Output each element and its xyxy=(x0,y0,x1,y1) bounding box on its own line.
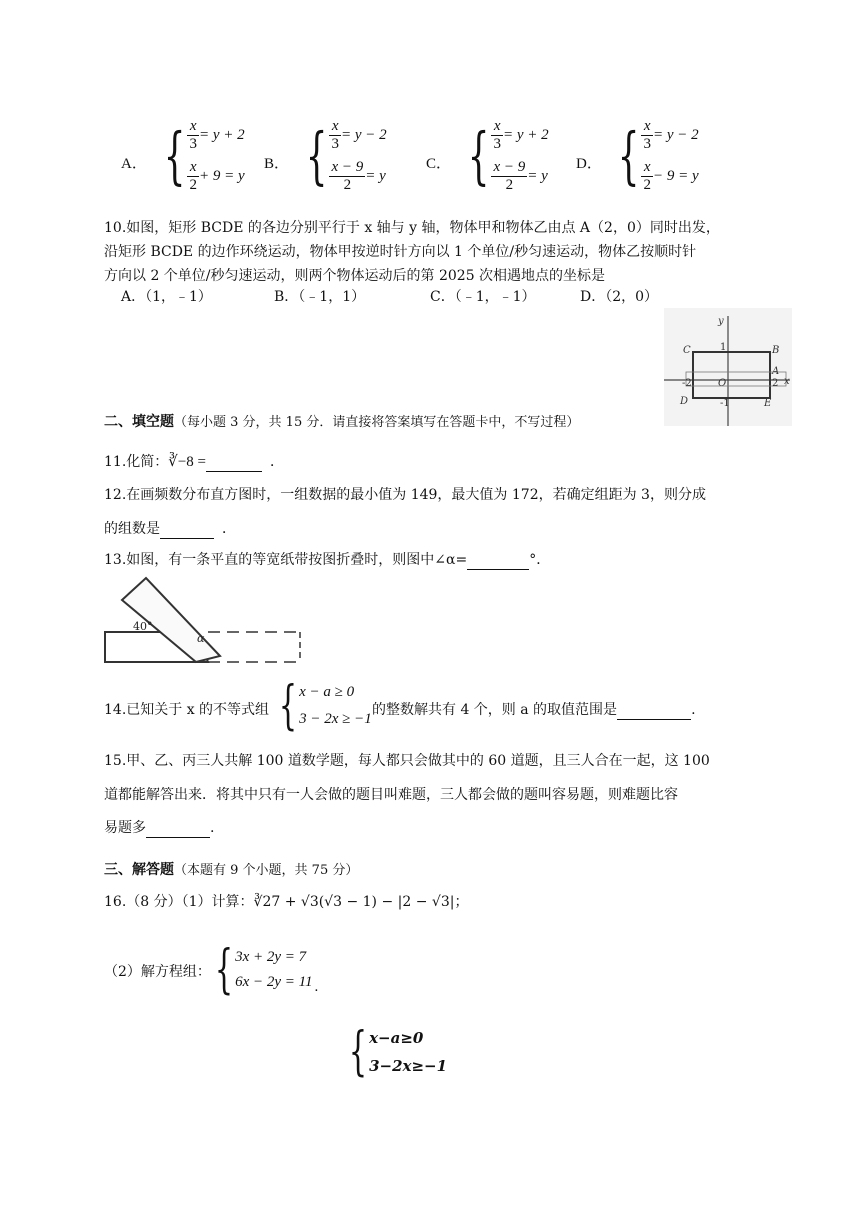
label-x: x xyxy=(784,376,790,387)
stray-ineq-1: x−a≥0 xyxy=(369,1029,424,1047)
q14-ineq-2: 3 − 2x ≥ −1 xyxy=(299,711,372,727)
q10-line-1: 10.如图，矩形 BCDE 的各边分别平行于 x 轴与 y 轴，物体甲和物体乙由点 A（2，0）同时出发， xyxy=(104,220,720,236)
numerator: x xyxy=(329,118,341,136)
section-3-header xyxy=(104,860,358,881)
q15-line-3 xyxy=(104,818,214,838)
q10-line-2: 沿矩形 BCDE 的边作环绕运动，物体甲按逆时针方向以 1 个单位/秒匀速运动，物体乙按顺时针 xyxy=(104,244,697,260)
denominator: 2 xyxy=(343,177,352,193)
numerator: x − 9 xyxy=(493,159,526,175)
label-two: 2 xyxy=(772,378,779,389)
stray-ineq-2: 3−2x≥−1 xyxy=(369,1057,448,1075)
denominator: 2 xyxy=(643,177,651,193)
numerator: x xyxy=(491,118,503,136)
q14-suffix: 的整数解共有 4 个，则 a 的取值范围是 xyxy=(372,702,618,718)
numerator: x xyxy=(641,159,653,177)
label-a: A xyxy=(772,366,780,377)
denominator: 2 xyxy=(505,177,514,193)
label-c: C xyxy=(683,345,691,356)
section-2-title: 二、填空题 xyxy=(104,414,174,430)
q16-equation-system xyxy=(200,940,319,1000)
label-neg-two: -2 xyxy=(682,378,692,389)
label-o: O xyxy=(718,378,727,389)
q14-ineq-1: x − a ≥ 0 xyxy=(299,684,355,700)
q11-prefix: 11.化简： xyxy=(104,454,169,470)
q16-part-2-suffix: . xyxy=(314,979,319,995)
q10-option-a: A．（1，﹣1） xyxy=(121,289,212,305)
q11-suffix: ． xyxy=(270,454,284,470)
q10-option-d: D．（2，0） xyxy=(580,289,659,305)
brace: { xyxy=(617,119,640,192)
q13-text: 13.如图，有一条平直的等宽纸带按图折叠时，则图中∠α= xyxy=(104,552,468,568)
label-e: E xyxy=(764,398,772,409)
q10-option-b: B．（﹣1，1） xyxy=(274,289,366,305)
q15-line-2: 道都能解答出来．将其中只有一人会做的题目叫难题，三人都会做的题叫容易题，则难题比容 xyxy=(104,787,678,803)
q9-option-d-label: D． xyxy=(576,156,602,172)
rectangle-bcde xyxy=(693,352,770,398)
label-b: B xyxy=(772,345,780,356)
q10-option-c: C．（﹣1，﹣1） xyxy=(430,289,536,305)
numerator: x − 9 xyxy=(331,159,364,175)
q14-inequality-system xyxy=(264,676,372,736)
label-one: 1 xyxy=(720,342,727,353)
equation-rhs: − 9 = y xyxy=(652,168,699,184)
q14-prefix: 14.已知关于 x 的不等式组 xyxy=(104,702,270,718)
stray-inequality-system xyxy=(334,1022,448,1082)
q12-line-2 xyxy=(104,519,236,539)
q15-suffix: . xyxy=(210,820,215,836)
section-3-note: （本题有 9 个小题，共 75 分） xyxy=(174,863,359,878)
q11-expression: ∛−8 = xyxy=(168,454,206,470)
equation-rhs: = y xyxy=(527,168,548,184)
denominator: 2 xyxy=(189,177,197,193)
numerator: x xyxy=(187,159,199,177)
q15-line-1: 15.甲、乙、丙三人共解 100 道数学题，每人都只会做其中的 60 道题，且三人合在一起，这 100 xyxy=(104,753,710,769)
coordinate-figure xyxy=(664,308,792,426)
brace: { xyxy=(305,119,328,192)
q14-answer-blank[interactable] xyxy=(617,705,691,720)
angle-40-label: 40° xyxy=(133,620,153,633)
denominator: 3 xyxy=(189,136,197,152)
q9-option-c-label: C． xyxy=(426,156,452,172)
alpha-label: α xyxy=(197,632,205,645)
q9-option-b-label: B． xyxy=(264,156,290,172)
section-2-note: （每小题 3 分，共 15 分．请直接将答案填写在答题卡中，不写过程） xyxy=(174,415,580,430)
q13-answer-blank[interactable] xyxy=(467,555,529,570)
q16-eq-2: 6x − 2y = 11 xyxy=(235,974,313,990)
brace: { xyxy=(278,676,298,736)
q14-end: . xyxy=(691,702,696,718)
q14-suffix-line xyxy=(372,700,696,720)
denominator: 3 xyxy=(331,136,339,152)
q13-suffix: °． xyxy=(529,552,551,568)
q13-folded-strip-figure xyxy=(100,576,306,668)
q15-answer-blank[interactable] xyxy=(146,823,210,838)
numerator: x xyxy=(641,118,653,136)
q16-part-2-prefix: （2）解方程组： xyxy=(104,964,211,980)
q16-eq-1: 3x + 2y = 7 xyxy=(235,949,307,965)
brace: { xyxy=(348,1022,368,1082)
q9-option-d-system xyxy=(600,118,699,194)
label-y: y xyxy=(718,316,724,327)
q11-answer-blank[interactable] xyxy=(206,457,262,472)
q12-line-1: 12.在画频数分布直方图时，一组数据的最小值为 149，最大值为 172，若确定组距为 3，则分成 xyxy=(104,487,706,503)
label-d: D xyxy=(680,396,689,407)
q12-suffix: ． xyxy=(222,521,236,537)
numerator: x xyxy=(187,118,199,136)
folded-strip xyxy=(100,576,306,668)
q15-prefix: 易题多 xyxy=(104,820,146,836)
q10-rectangle-figure xyxy=(664,308,792,426)
q9-option-a-label: A． xyxy=(121,156,147,172)
label-neg-one: -1 xyxy=(720,398,730,409)
equation-rhs: = y xyxy=(365,168,386,184)
section-3-title: 三、解答题 xyxy=(104,862,174,878)
q10-line-3: 方向以 2 个单位/秒匀速运动，则两个物体运动后的第 2025 次相遇地点的坐标是 xyxy=(104,268,606,284)
denominator: 3 xyxy=(493,136,501,152)
equation-rhs: = y − 2 xyxy=(652,127,699,143)
equation-rhs: + 9 = y xyxy=(198,168,245,184)
q16-part-1: 16.（8 分）（1）计算：∛27 + √3(√3 − 1) − |2 − √3|； xyxy=(104,894,469,910)
q9-option-b-system xyxy=(288,118,387,194)
equation-rhs: = y + 2 xyxy=(198,127,245,143)
q9-option-c-system xyxy=(450,118,549,194)
question-13 xyxy=(104,550,550,570)
question-11 xyxy=(104,452,284,472)
q9-option-a-system xyxy=(146,118,245,194)
denominator: 3 xyxy=(643,136,651,152)
brace: { xyxy=(214,940,234,1000)
section-2-header xyxy=(104,412,579,433)
q12-prefix: 的组数是 xyxy=(104,521,160,537)
equation-rhs: = y + 2 xyxy=(502,127,549,143)
brace: { xyxy=(163,119,186,192)
q12-answer-blank[interactable] xyxy=(160,524,214,539)
brace: { xyxy=(467,119,490,192)
equation-rhs: = y − 2 xyxy=(340,127,387,143)
